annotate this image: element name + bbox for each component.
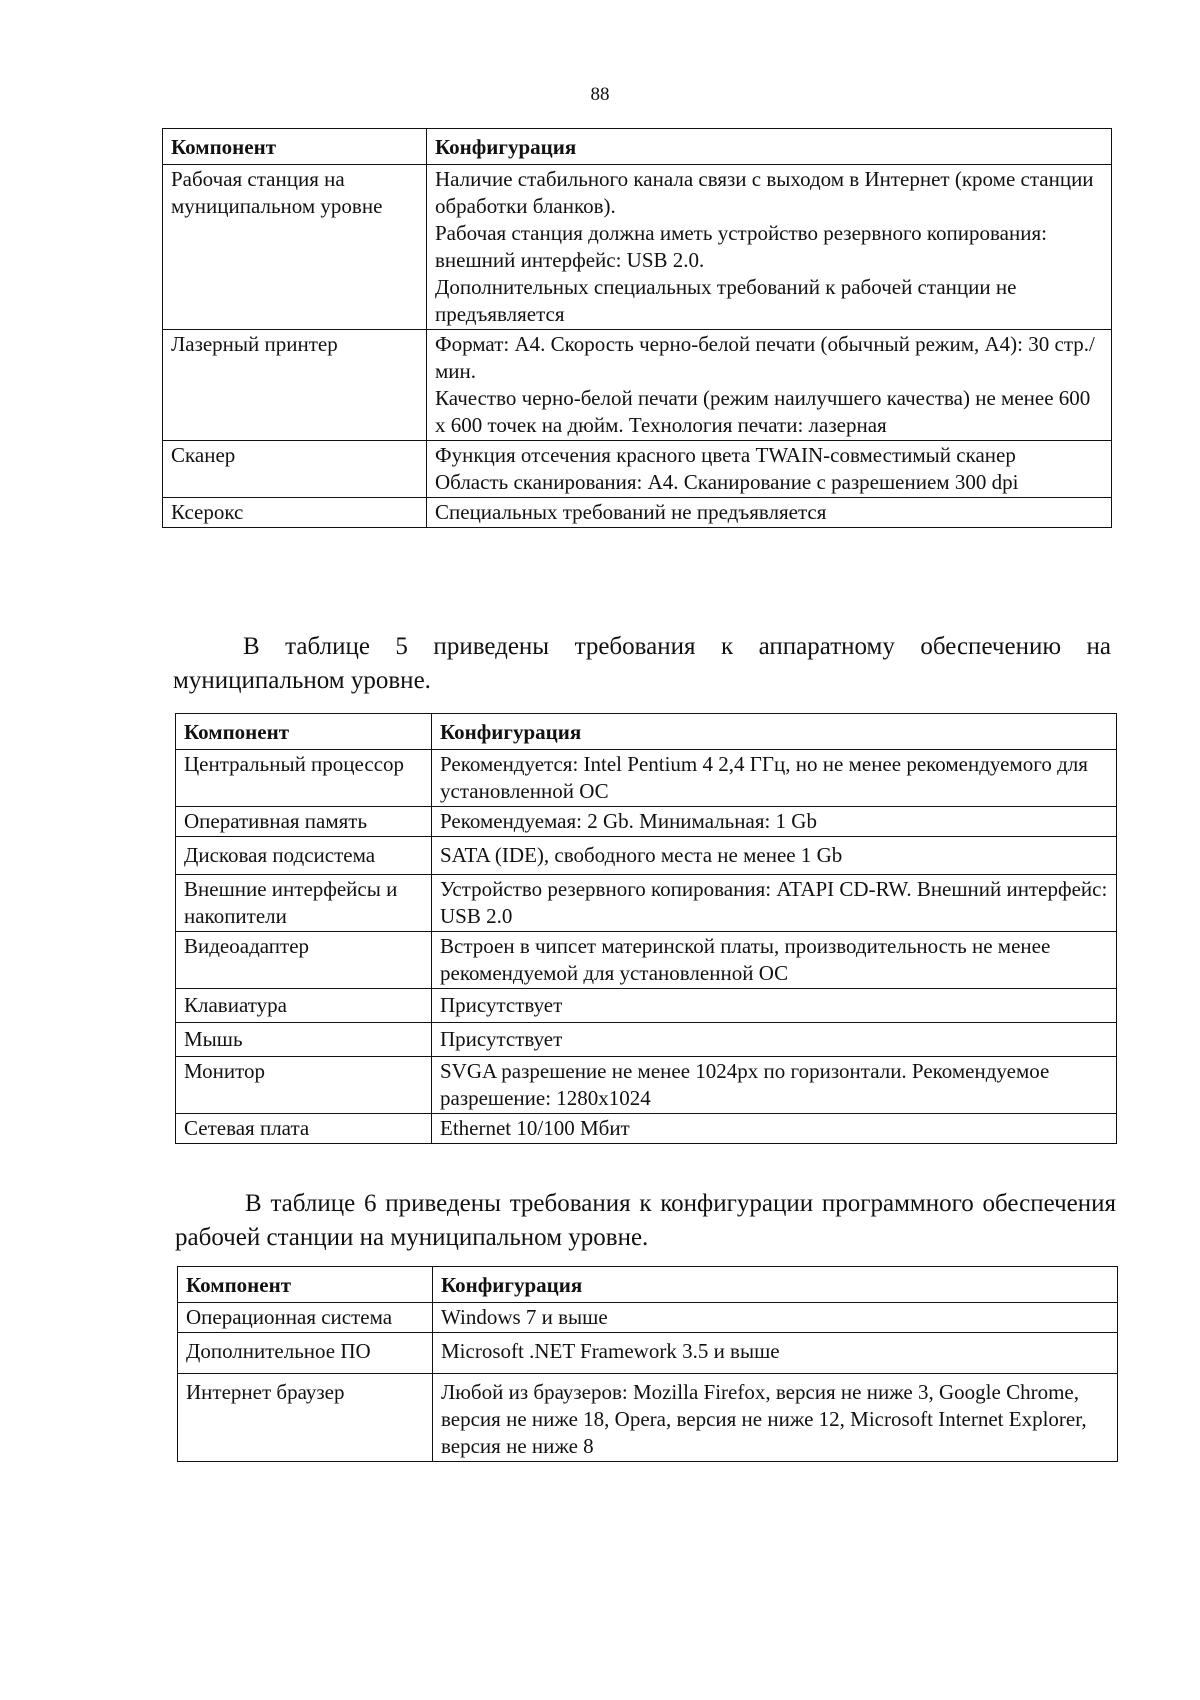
component-cell: Оперативная память — [176, 807, 432, 837]
configuration-line: Область сканирования: А4. Сканирование с разрешением 300 dpi — [435, 470, 1019, 494]
table-row — [176, 750, 1117, 807]
paragraph-table6-intro: В таблице 6 приведены требования к конфигурации программного обеспечения рабочей станции на муниципальном уровне. — [175, 1190, 1116, 1251]
table-row — [163, 165, 1112, 330]
column-header-component: Компонент — [163, 129, 427, 165]
table-row — [176, 1023, 1117, 1057]
component-cell: Сетевая плата — [176, 1114, 432, 1144]
component-cell: Видеоадаптер — [176, 932, 432, 989]
paragraph-table5-intro: В таблице 5 приведены требования к аппаратному обеспечению на муниципальном уровне. — [173, 633, 1111, 694]
configuration-line: Наличие стабильного канала связи с выходом в Интернет (кроме станции обработки бланков). — [435, 167, 1094, 218]
component-cell: Центральный процессор — [176, 750, 432, 807]
configuration-cell: Ethernet 10/100 Мбит — [432, 1114, 1117, 1144]
configuration-cell: Рекомендуется: Intel Pentium 4 2,4 ГГц, но не менее рекомендуемого для установленной ОС — [432, 750, 1117, 807]
configuration-cell: Устройство резервного копирования: ATAPI CD-RW. Внешний интерфейс: USB 2.0 — [432, 875, 1117, 932]
configuration-line: Функция отсечения красного цвета TWAIN-совместимый сканер — [435, 443, 1016, 467]
table-row — [176, 807, 1117, 837]
table-row — [176, 989, 1117, 1023]
configuration-cell: Microsoft .NET Framework 3.5 и выше — [433, 1333, 1118, 1374]
configuration-cell — [427, 498, 1112, 528]
configuration-cell: Любой из браузеров: Mozilla Firefox, версия не ниже 3, Google Chrome, версия не ниже 18, Opera, версия не ниже 12, Microsoft Internet Explorer, версия не ниже 8 — [433, 1374, 1118, 1462]
configuration-line: Дополнительных специальных требований к рабочей станции не предъявляется — [435, 275, 1017, 326]
configuration-line: Специальных требований не предъявляется — [435, 500, 827, 524]
configuration-cell: Рекомендуемая: 2 Gb. Минимальная: 1 Gb — [432, 807, 1117, 837]
configuration-cell: Встроен в чипсет материнской платы, производительность не менее рекомендуемой для установленной ОС — [432, 932, 1117, 989]
component-cell: Лазерный принтер — [163, 330, 427, 441]
table-row — [176, 1114, 1117, 1144]
configuration-cell: SVGA разрешение не менее 1024px по горизонтали. Рекомендуемое разрешение: 1280x1024 — [432, 1057, 1117, 1114]
table-row — [176, 932, 1117, 989]
table-row — [176, 875, 1117, 932]
table-row — [176, 1057, 1117, 1114]
component-cell: Ксерокс — [163, 498, 427, 528]
component-cell: Клавиатура — [176, 989, 432, 1023]
table-row — [176, 837, 1117, 875]
workstation-requirements-table — [162, 128, 1112, 528]
table-row — [178, 1303, 1118, 1333]
table-row — [163, 330, 1112, 441]
configuration-cell: Присутствует — [432, 989, 1117, 1023]
table-header-row — [178, 1267, 1118, 1303]
component-cell: Интернет браузер — [178, 1374, 433, 1462]
column-header-configuration: Конфигурация — [432, 714, 1117, 750]
configuration-cell — [427, 441, 1112, 498]
software-requirements-table — [177, 1266, 1118, 1462]
table-row — [178, 1333, 1118, 1374]
configuration-line: Качество черно-белой печати (режим наилучшего качества) не менее 600 x 600 точек на дюйм. Технология печати: лазерная — [435, 386, 1091, 437]
configuration-cell — [427, 330, 1112, 441]
component-cell: Внешние интерфейсы и накопители — [176, 875, 432, 932]
column-header-configuration: Конфигурация — [433, 1267, 1118, 1303]
configuration-line: Рабочая станция должна иметь устройство резервного копирования: внешний интерфейс: USB 2.0. — [435, 221, 1047, 272]
table-row — [163, 498, 1112, 528]
column-header-configuration: Конфигурация — [427, 129, 1112, 165]
component-cell: Рабочая станция на муниципальном уровне — [163, 165, 427, 330]
component-cell: Операционная система — [178, 1303, 433, 1333]
configuration-line: Формат: А4. Скорость черно-белой печати (обычный режим, А4): 30 стр./мин. — [435, 332, 1095, 383]
table-row — [178, 1374, 1118, 1462]
component-cell: Монитор — [176, 1057, 432, 1114]
component-cell: Дисковая подсистема — [176, 837, 432, 875]
page-number: 88 — [590, 84, 610, 105]
hardware-requirements-table — [175, 713, 1117, 1144]
table-header-row — [163, 129, 1112, 165]
component-cell: Мышь — [176, 1023, 432, 1057]
configuration-cell: Присутствует — [432, 1023, 1117, 1057]
table-row — [163, 441, 1112, 498]
component-cell: Сканер — [163, 441, 427, 498]
table-header-row — [176, 714, 1117, 750]
column-header-component: Компонент — [176, 714, 432, 750]
configuration-cell: Windows 7 и выше — [433, 1303, 1118, 1333]
component-cell: Дополнительное ПО — [178, 1333, 433, 1374]
column-header-component: Компонент — [178, 1267, 433, 1303]
configuration-cell: SATA (IDE), свободного места не менее 1 Gb — [432, 837, 1117, 875]
configuration-cell — [427, 165, 1112, 330]
